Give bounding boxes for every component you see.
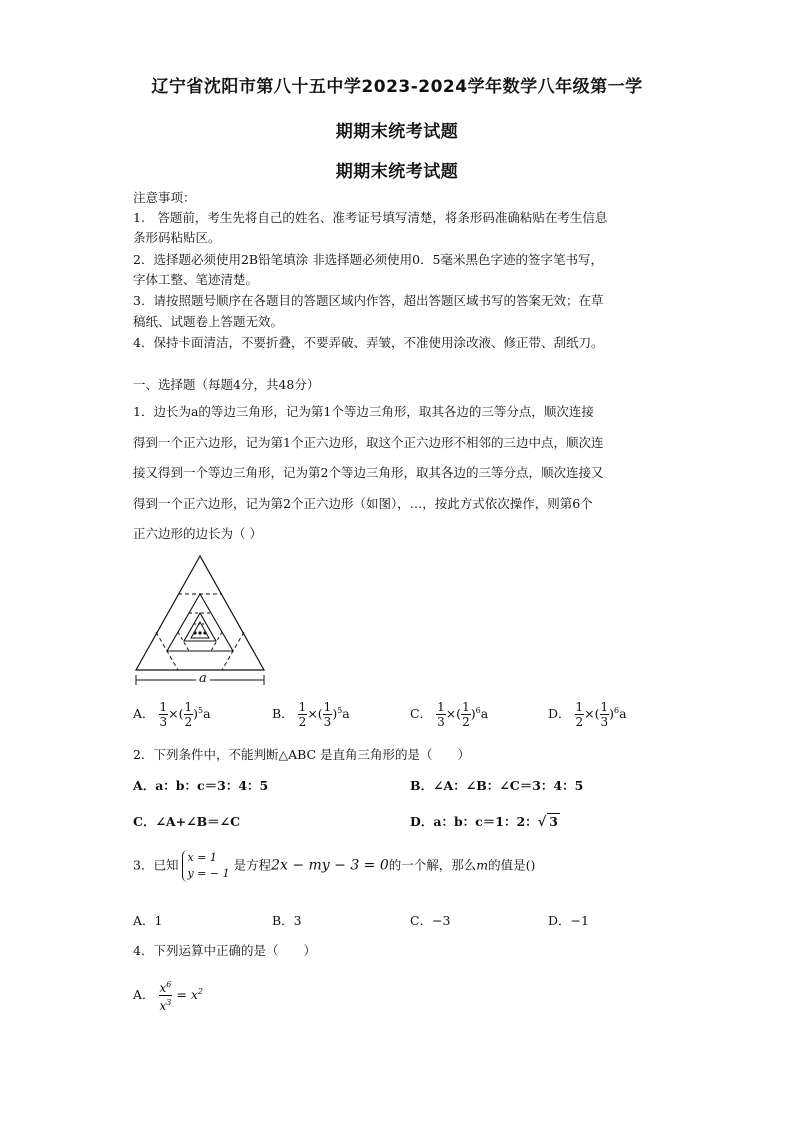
doc-title-line3: 期期末统考试题 <box>335 162 459 182</box>
q1-option-a[interactable]: A． $\frac{1}{3}$ ×( $\frac{1}{2}$ )$^5$a <box>133 700 211 729</box>
note-3a: 3．请按照题号顺序在各题目的答题区域内作答，超出答题区域书写的答案无效；在草 <box>133 293 604 308</box>
q2-option-d[interactable]: D．a：b：c＝1：2：√ 3 <box>410 814 558 830</box>
note-2b: 字体工整、笔迹清楚。 <box>133 272 259 287</box>
note-1b: 条形码粘贴区。 <box>133 230 221 245</box>
note-3b: 稿纸、试题卷上答题无效。 <box>133 314 284 329</box>
q3-option-d[interactable]: D．−1 <box>548 913 589 928</box>
q3-option-c[interactable]: C．−3 <box>410 913 451 928</box>
notes-heading: 注意事项： <box>133 190 196 205</box>
q1-option-d[interactable]: D． $\frac{1}{2}$ ×( $\frac{1}{3}$ )$^6$a <box>548 700 627 729</box>
fraction: $\frac{x^6}{x^3}$ <box>159 980 172 1013</box>
q1-figure-label: a <box>196 671 210 686</box>
q4-stem: 4．下列运算中正确的是（ ） <box>133 943 316 958</box>
q1-option-c[interactable]: C． $\frac{1}{3}$ ×( $\frac{1}{2}$ )$^6$a <box>410 700 489 729</box>
q3-stem: 3．已知 x = 1 y = − 1 是方程2x − my − 3 = 0的一个解，那么m的值是() <box>133 851 536 880</box>
q2-stem: 2．下列条件中，不能判断△ABC 是直角三角形的是（ ） <box>133 747 471 762</box>
q3-option-b[interactable]: B．3 <box>272 913 302 928</box>
note-4: 4．保持卡面清洁，不要折叠，不要弄破、弄皱，不准使用涂改液、修正带、刮纸刀。 <box>133 335 604 350</box>
q4-option-a[interactable]: A． $\frac{x^6}{x^3}$ = $x^2$ <box>133 980 203 1013</box>
fraction: $\frac{1}{3}$ <box>159 700 168 729</box>
q1-line1: 1．边长为a的等边三角形，记为第1个等边三角形，取其各边的三等分点，顺次连接 <box>133 404 594 419</box>
doc-title-line1: 辽宁省沈阳市第八十五中学2023-2024学年数学八年级第一学 <box>151 77 643 97</box>
q1-line5: 正六边形的边长为（ ） <box>133 526 262 541</box>
q2-option-c[interactable]: C．∠A+∠B＝∠C <box>133 814 241 829</box>
q2-option-b[interactable]: B．∠A：∠B：∠C＝3：4：5 <box>410 778 584 793</box>
q1-line3: 接又得到一个等边三角形，记为第2个等边三角形，取其各边的三等分点，顺次连接又 <box>133 465 604 480</box>
section-heading: 一、选择题（每题4分，共48分） <box>133 377 320 392</box>
q2-option-a[interactable]: A．a：b：c＝3：4：5 <box>133 778 269 793</box>
sqrt-radicand: 3 <box>549 814 558 829</box>
q1-line2: 得到一个正六边形，记为第1个正六边形，取这个正六边形不相邻的三边中点，顺次连 <box>133 435 604 450</box>
note-2a: 2．选择题必须使用2B铅笔填涂 非选择题必须使用0．5毫米黑色字迹的签字笔书写， <box>133 252 603 267</box>
q1-line4: 得到一个正六边形，记为第2个正六边形（如图），…，按此方式依次操作，则第6个 <box>133 496 593 511</box>
doc-title-line2: 期期末统考试题 <box>335 122 459 142</box>
note-1a: 1. 答题前，考生先将自己的姓名、准考证号填写清楚，将条形码准确粘贴在考生信息 <box>133 210 608 225</box>
equation-system: x = 1 y = − 1 <box>182 850 229 882</box>
q1-option-b[interactable]: B． $\frac{1}{2}$ ×( $\frac{1}{3}$ )$^5$a <box>272 700 350 729</box>
q3-option-a[interactable]: A．1 <box>133 913 163 928</box>
